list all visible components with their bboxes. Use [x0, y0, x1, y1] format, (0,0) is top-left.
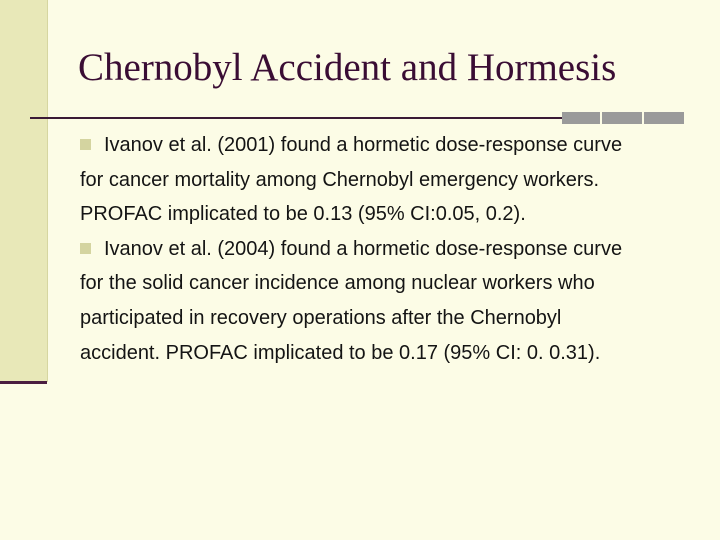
title-divider-accent-gap	[600, 112, 602, 124]
bullet-item	[80, 128, 640, 232]
bullet-text: Ivanov et al. (2004) found a hormetic dose-response curve for the solid cancer incidence among nuclear workers who participated in recovery operations after the Chernobyl accident. PROFAC implicated to be 0.17 (95% CI: 0. 0.31).	[80, 237, 623, 364]
bullet-list	[80, 128, 640, 370]
square-bullet-icon	[80, 139, 91, 150]
left-accent-rule	[0, 381, 47, 384]
slide-title: Chernobyl Accident and Hormesis	[78, 46, 617, 89]
square-bullet-icon	[80, 243, 91, 254]
title-divider-accent-gap	[642, 112, 644, 124]
title-divider-accent	[562, 112, 684, 124]
bullet-text: Ivanov et al. (2001) found a hormetic dose-response curve for cancer mortality among Chernobyl emergency workers. PROFAC implicated to be 0.13 (95% CI:0.05, 0.2).	[80, 134, 623, 226]
bullet-item	[80, 232, 640, 370]
left-accent-band	[0, 0, 48, 382]
